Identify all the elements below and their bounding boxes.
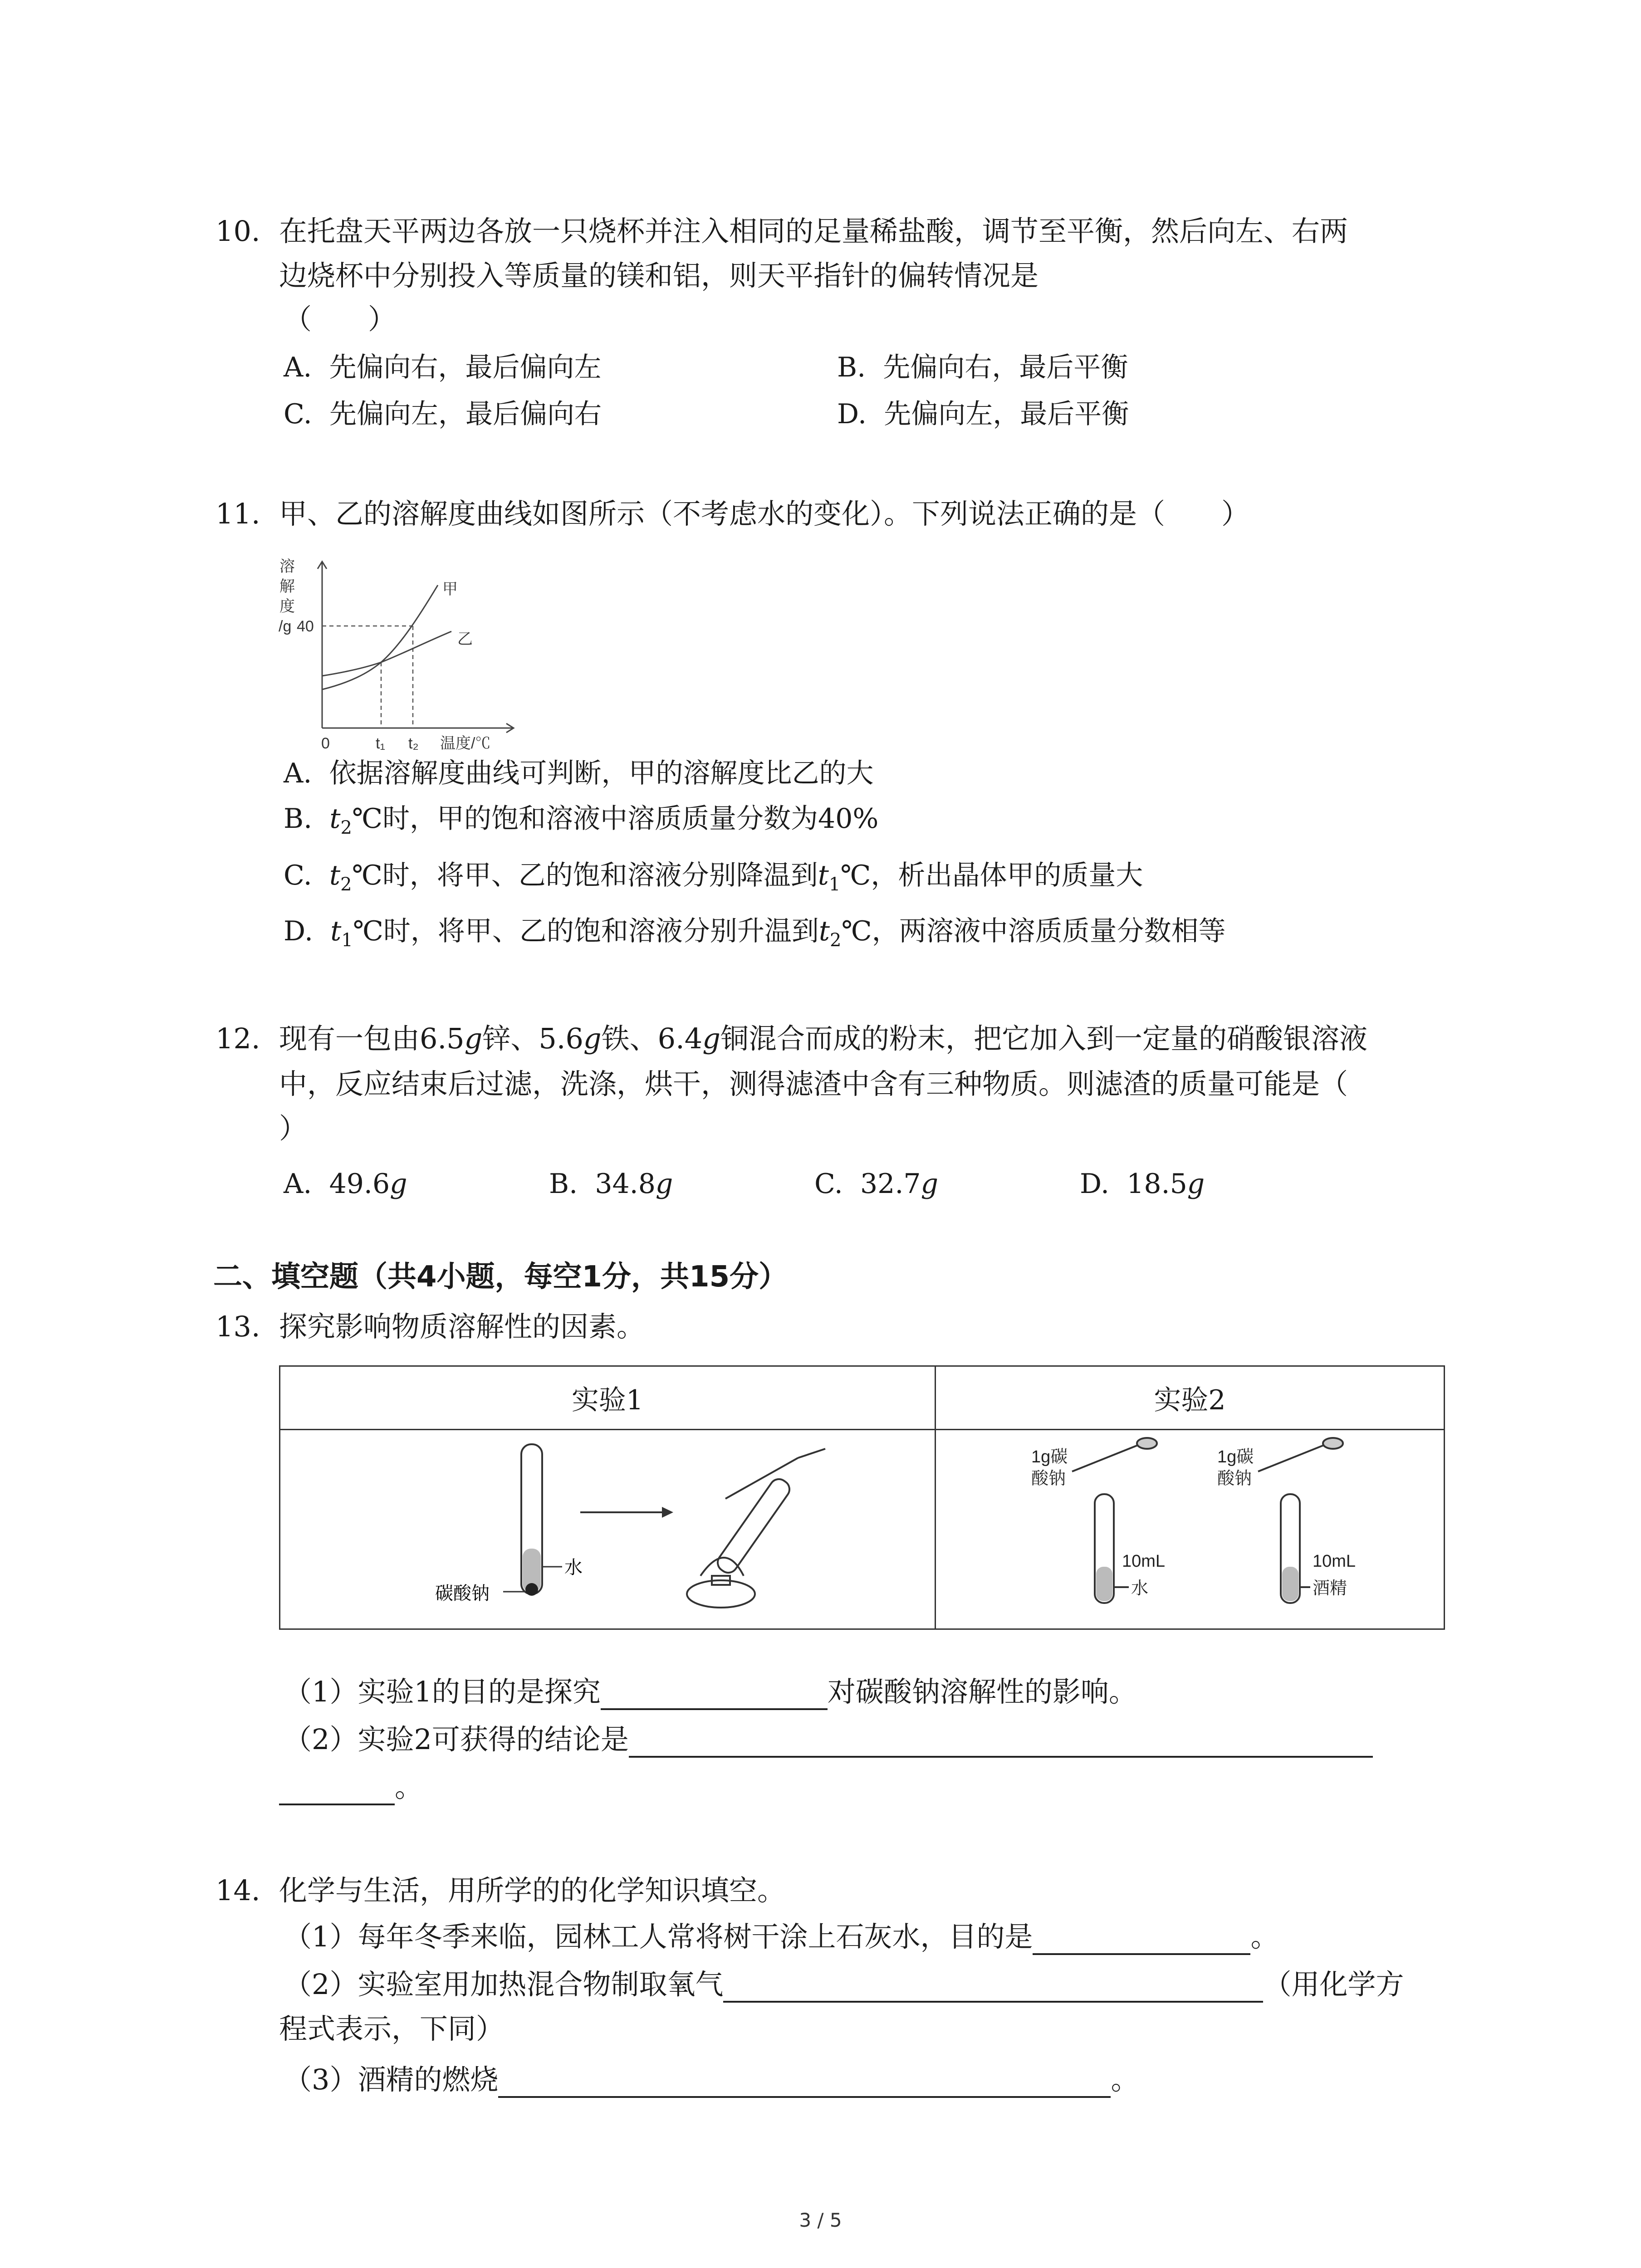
solute-powder [525, 1583, 538, 1596]
q12-option-d[interactable] [1080, 1166, 1205, 1202]
exp2-b-solute-2: 酸钠 [1217, 1469, 1252, 1488]
option-text: 先偏向右，最后偏向左 [329, 352, 602, 383]
temp-symbol: t [329, 860, 341, 891]
exp2-a-solute-1: 1g碳 [1031, 1447, 1068, 1466]
temp-subscript: 2 [340, 874, 352, 895]
test-tube-holder [725, 1458, 798, 1499]
option-value: 18.5 [1127, 1168, 1187, 1200]
sub-text: （1）实验1的目的是探究 [284, 1675, 601, 1708]
option-label: B. [549, 1168, 578, 1200]
option-text: ℃，两溶液中溶质质量分数相等 [841, 915, 1226, 947]
option-unit: g [1187, 1168, 1205, 1200]
temp-subscript: 2 [340, 817, 352, 838]
option-label: A. [284, 1168, 312, 1200]
page-number: 3 / 5 [799, 2209, 842, 2231]
sub-text: （2）实验室用加热混合物制取氧气 [284, 1968, 724, 2001]
label-sodium-carbonate: 碳酸钠 [435, 1584, 490, 1603]
sub-text: 。 [1111, 2063, 1139, 2096]
q14-number: 14. [216, 1874, 260, 1907]
graph-series-yi: 乙 [457, 631, 473, 648]
q10-answer-paren: （ ） [284, 303, 397, 336]
option-label: D. [1080, 1168, 1110, 1200]
exp2-b-solute-1: 1g碳 [1217, 1447, 1254, 1466]
q11-option-d[interactable] [284, 913, 1226, 958]
graph-curve-yi [322, 631, 451, 676]
q10-option-a[interactable] [284, 349, 602, 386]
sub-text: 对碳酸钠溶解性的影响。 [827, 1675, 1137, 1708]
q10-stem-line2: 边烧杯中分别投入等质量的镁和铝，则天平指针的偏转情况是 [279, 259, 1039, 292]
section-title: 二、填空题（共4小题，每空1分，共15分） [213, 1260, 788, 1294]
option-label: C. [814, 1168, 843, 1200]
graph-t1: t₁ [376, 735, 385, 752]
exp2-illustration [941, 1431, 1440, 1621]
q14-stem: 化学与生活，用所学的的化学知识填空。 [279, 1874, 786, 1907]
exp2-a-solute-2: 酸钠 [1031, 1469, 1066, 1488]
exp1-cell [280, 1430, 936, 1629]
answer-blank[interactable] [601, 1678, 828, 1710]
temp-symbol: t [330, 915, 342, 947]
flame [700, 1558, 744, 1576]
q12-text: 铁、6.4 [601, 1022, 703, 1055]
answer-blank[interactable] [279, 1774, 395, 1805]
q11-option-c[interactable] [284, 857, 1143, 903]
tube-water-liquid [1096, 1567, 1112, 1601]
option-label: C. [284, 860, 312, 891]
option-value: 49.6 [329, 1168, 390, 1200]
q13-number: 13. [216, 1310, 260, 1343]
option-label: D. [837, 398, 867, 430]
temp-symbol: t [329, 803, 341, 835]
q12-option-a[interactable] [284, 1166, 407, 1202]
sub-text: （2）实验2可获得的结论是 [284, 1723, 629, 1756]
option-text: ℃时，甲的饱和溶液中溶质质量分数为40% [352, 803, 879, 835]
q13-stem: 探究影响物质溶解性的因素。 [279, 1310, 645, 1343]
option-text: 先偏向左，最后平衡 [884, 398, 1129, 430]
sub-text: （1）每年冬季来临，园林工人常将树干涂上石灰水，目的是 [284, 1920, 1033, 1953]
graph-t2: t₂ [408, 735, 419, 752]
option-unit: g [921, 1168, 939, 1200]
option-label: B. [837, 352, 866, 383]
exp2-a-liquid-1: 10mL [1122, 1552, 1165, 1571]
exp2-b-liquid-1: 10mL [1312, 1552, 1356, 1571]
holder-handle [798, 1449, 825, 1458]
q10-number: 10. [216, 215, 260, 248]
table-header-exp1: 实验1 [280, 1366, 936, 1430]
option-text: ℃，析出晶体甲的质量大 [840, 860, 1143, 891]
temp-symbol: t [818, 860, 829, 891]
graph-xlabel: 温度/℃ [440, 735, 491, 752]
option-label: B. [284, 803, 313, 835]
q11-option-a[interactable] [284, 755, 874, 792]
option-label: A. [284, 352, 312, 383]
graph-ylabel-1: 溶 [279, 558, 295, 575]
temp-subscript: 2 [830, 930, 842, 951]
temp-subscript: 1 [341, 930, 353, 951]
q10-option-d[interactable] [837, 396, 1129, 432]
answer-blank[interactable] [498, 2066, 1111, 2098]
temp-symbol: t [818, 915, 830, 947]
q12-stem-line1 [279, 1021, 1367, 1057]
answer-blank[interactable] [1033, 1923, 1250, 1955]
q12-stem-line2: 中，反应结束后过滤，洗涤，烘干，测得滤渣中含有三种物质。则滤渣的质量可能是（ [279, 1067, 1348, 1100]
graph-ylabel-4: /g [279, 618, 292, 635]
graph-series-jia: 甲 [442, 581, 458, 598]
q14-sub1 [284, 1919, 1279, 1955]
exp2-cell [936, 1430, 1445, 1629]
heated-tube [714, 1476, 793, 1576]
spoon-b-handle [1258, 1444, 1326, 1471]
spoon-a-bowl [1137, 1438, 1157, 1449]
heating-setup [687, 1449, 825, 1608]
option-label: A. [284, 758, 312, 789]
q10-option-b[interactable] [837, 349, 1128, 386]
q13-sub2 [284, 1721, 1373, 1758]
q13-sub1 [284, 1674, 1137, 1710]
graph-ytick-40: 40 [297, 618, 314, 635]
tube-alcohol-liquid [1282, 1567, 1298, 1601]
unit-g: g [583, 1022, 602, 1055]
q12-text: 铜混合而成的粉末，把它加入到一定量的硝酸银溶液 [720, 1022, 1367, 1055]
sub-text: 。 [1250, 1920, 1279, 1953]
q13-sub2-cont [279, 1769, 423, 1805]
option-label: D. [284, 915, 314, 947]
solubility-curve-graph [268, 553, 522, 758]
q14-sub3 [284, 2062, 1139, 2098]
graph-ylabel-3: 度 [279, 598, 295, 615]
sub-text: （3）酒精的燃烧 [284, 2063, 499, 2096]
graph-curve-jia [322, 585, 438, 689]
exp2-b-liquid-2: 酒精 [1312, 1579, 1347, 1598]
option-label: C. [284, 398, 312, 430]
q11-stem: 甲、乙的溶解度曲线如图所示（不考虑水的变化）。下列说法正确的是（ ） [279, 497, 1250, 530]
option-text: 先偏向右，最后平衡 [883, 352, 1128, 383]
unit-g: g [702, 1022, 720, 1055]
option-unit: g [390, 1168, 407, 1200]
graph-origin: 0 [321, 735, 330, 752]
label-water: 水 [564, 1558, 583, 1578]
spoon-a-handle [1072, 1444, 1140, 1471]
q14-sub2-line2: 程式表示，下同） [279, 2012, 505, 2045]
answer-blank[interactable] [723, 1971, 1263, 2003]
answer-blank[interactable] [629, 1726, 1373, 1758]
option-value: 32.7 [860, 1168, 921, 1200]
sub-text: （用化学方 [1263, 1968, 1404, 2001]
option-value: 34.8 [595, 1168, 656, 1200]
sub-text: 。 [395, 1770, 423, 1804]
spoon-b-bowl [1323, 1438, 1343, 1449]
q14-sub2 [284, 1966, 1404, 2003]
q11-number: 11. [216, 497, 260, 530]
exp1-illustration [290, 1431, 925, 1621]
q12-option-b[interactable] [549, 1166, 673, 1202]
q12-stem-line3: ） [279, 1112, 308, 1145]
q10-stem-line1: 在托盘天平两边各放一只烧杯并注入相同的足量稀盐酸，调节至平衡，然后向左、右两 [279, 215, 1348, 248]
option-unit: g [655, 1168, 673, 1200]
q12-number: 12. [216, 1022, 260, 1055]
temp-subscript: 1 [828, 874, 841, 895]
q12-text: 锌、5.6 [482, 1022, 583, 1055]
table-header-exp2: 实验2 [936, 1366, 1445, 1430]
option-text: ℃时，将甲、乙的饱和溶液分别升温到 [353, 915, 819, 947]
arrow-head [662, 1507, 673, 1518]
q10-option-c[interactable] [284, 396, 602, 432]
option-text: 先偏向左，最后偏向右 [329, 398, 602, 430]
graph-ylabel-2: 解 [279, 578, 295, 595]
q12-text: 现有一包由6.5 [279, 1022, 465, 1055]
option-text: ℃时，将甲、乙的饱和溶液分别降温到 [352, 860, 818, 891]
option-text: 依据溶解度曲线可判断，甲的溶解度比乙的大 [329, 758, 874, 789]
experiment-table [279, 1365, 1445, 1630]
q12-option-c[interactable] [814, 1166, 938, 1202]
exp2-a-liquid-2: 水 [1131, 1579, 1148, 1598]
unit-g: g [464, 1022, 483, 1055]
q11-option-b[interactable] [284, 801, 878, 846]
